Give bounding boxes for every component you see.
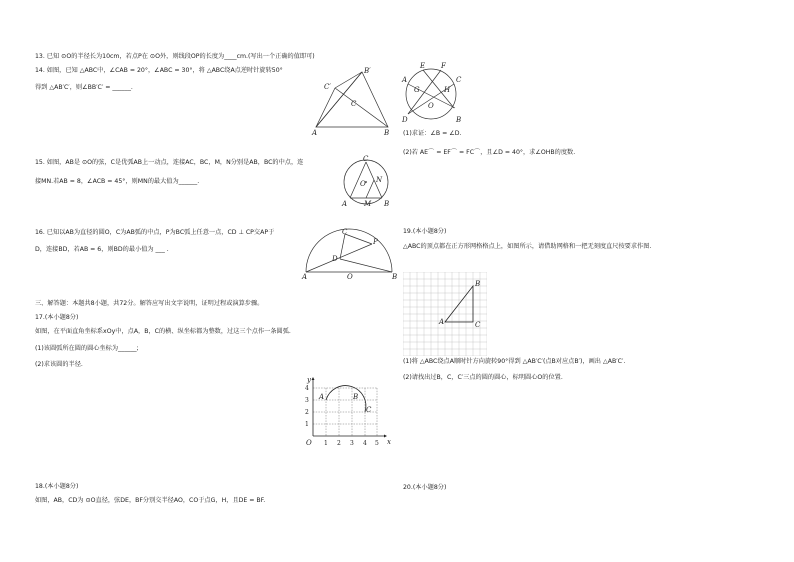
label-D: D [332,255,338,263]
question-15-line1: 15. 如图，AB是 ⊙O的弦，C是优弧AB上一动点，连接AC，BC，M，N分别是AB，BC的中点，连 [35,159,304,166]
label-C: C [342,228,348,236]
label-O: O [428,102,434,110]
label-B: B [384,200,390,208]
figure-19-grid [403,272,487,356]
figure-14-triangle [310,62,400,138]
label-B: B [475,280,481,288]
figure-15-circle [338,154,396,212]
y-tick-3: 3 [305,397,309,404]
label-C-prime: C′ [324,83,331,91]
question-20-heading: 20.(本小题8分) [403,484,447,491]
figure-16-semicircle [300,228,400,280]
label-C: C [366,406,372,414]
label-B: B [392,273,398,280]
label-A: A [402,76,408,84]
label-A: A [319,393,325,401]
question-18-part2: (2)若 AE⌒ = EF⌒ = FC⌒，且∠D = 40°，求∠OHB的度数. [403,149,576,156]
label-A: A [342,200,348,208]
label-N: N [376,176,383,184]
question-17-heading: 17.(本小题8分) [35,314,79,321]
question-19-line1: △ABC的顶点都在正方形网格格点上，如图所示，请借助网格和一把无刻度直尺按要求作图. [403,243,652,250]
question-19-part1: (1)将 △ABC绕点A顺时针方向旋转90°得到 △AB′C′(点B对应点B′)，画出 △AB′C′. [403,358,626,365]
x-tick-5: 5 [375,440,379,447]
question-13: 13. 已知 ⊙O的半径长为10cm，若点P在 ⊙O外，则线段OP的长度为____cm.(写出一个正确的值即可) [35,53,315,60]
label-O: O [347,273,353,280]
label-P: P [373,238,378,246]
label-G: G [414,86,420,94]
question-18-heading: 18.(本小题8分) [35,483,79,490]
label-F: F [441,62,446,70]
question-17-part2: (2)求该圆的半径. [35,361,83,368]
question-18-line1: 如图，AB，CD为 ⊙O直径，弦DE，BF分别交半径AO，CO于点G，H，且DE = BF. [35,497,266,504]
question-16-line1: 16. 已知以AB为直径的圆O，C为AB弧的中点，P为BC弧上任意一点，CD ⊥ CP交AP于 [35,229,275,236]
label-B-prime: B′ [364,67,371,75]
label-H: H [444,86,451,94]
question-15-line2: 接MN.若AB = 8，∠ACB = 45°，则MN的最大值为______. [35,178,200,185]
label-C: C [363,155,369,163]
question-16-line2: D，连接BD，若AB = 6，则BD的最小值为 ___ . [35,246,169,253]
question-18-part1: (1)求证：∠B = ∠D. [403,130,462,137]
label-B: B [384,129,390,137]
x-tick-4: 4 [363,440,367,447]
question-14-line1: 14. 如图，已知 △ABC中，∠CAB = 20°，∠ABC = 30°，将 △ABC绕A点逆时针旋转50° [35,67,283,74]
y-axis-label: y [307,376,311,384]
y-tick-1: 1 [305,421,309,428]
x-tick-2: 2 [337,440,341,447]
y-tick-2: 2 [305,409,309,416]
label-C: C [351,100,357,108]
origin-label: O [306,439,312,447]
question-17-line1: 如图，在平面直角坐标系xOy中，点A，B，C的横、纵坐标都为整数，过这三个点作一条圆弧. [35,328,291,335]
label-E: E [420,62,426,70]
label-C: C [456,76,462,84]
label-D: D [402,116,408,124]
question-17-part1: (1)该圆弧所在圆的圆心坐标为______; [35,345,139,352]
label-A: A [312,129,318,137]
section-3-heading: 三、解答题：本题共8小题，共72分。解答应写出文字说明，证明过程或演算步骤。 [35,300,264,307]
y-tick-4: 4 [305,385,309,392]
x-axis-label: x [387,438,391,446]
x-tick-3: 3 [350,440,354,447]
question-19-part2: (2)请找出过B，C，C′三点的圆的圆心，标明圆心O的位置. [403,374,563,381]
label-O: O [360,180,366,188]
question-14-line2: 得到 △AB′C′，则∠BB′C′ = ______. [35,84,133,91]
x-tick-1: 1 [324,440,328,447]
question-19-heading: 19.(本小题8分) [403,228,447,235]
label-M: M [364,200,372,208]
label-A: A [302,273,308,280]
label-A: A [439,318,445,326]
figure-18-circle [398,60,468,126]
label-C: C [475,321,481,329]
label-B: B [456,116,462,124]
figure-17-coordinate-grid [300,376,395,452]
label-B: B [353,393,359,401]
